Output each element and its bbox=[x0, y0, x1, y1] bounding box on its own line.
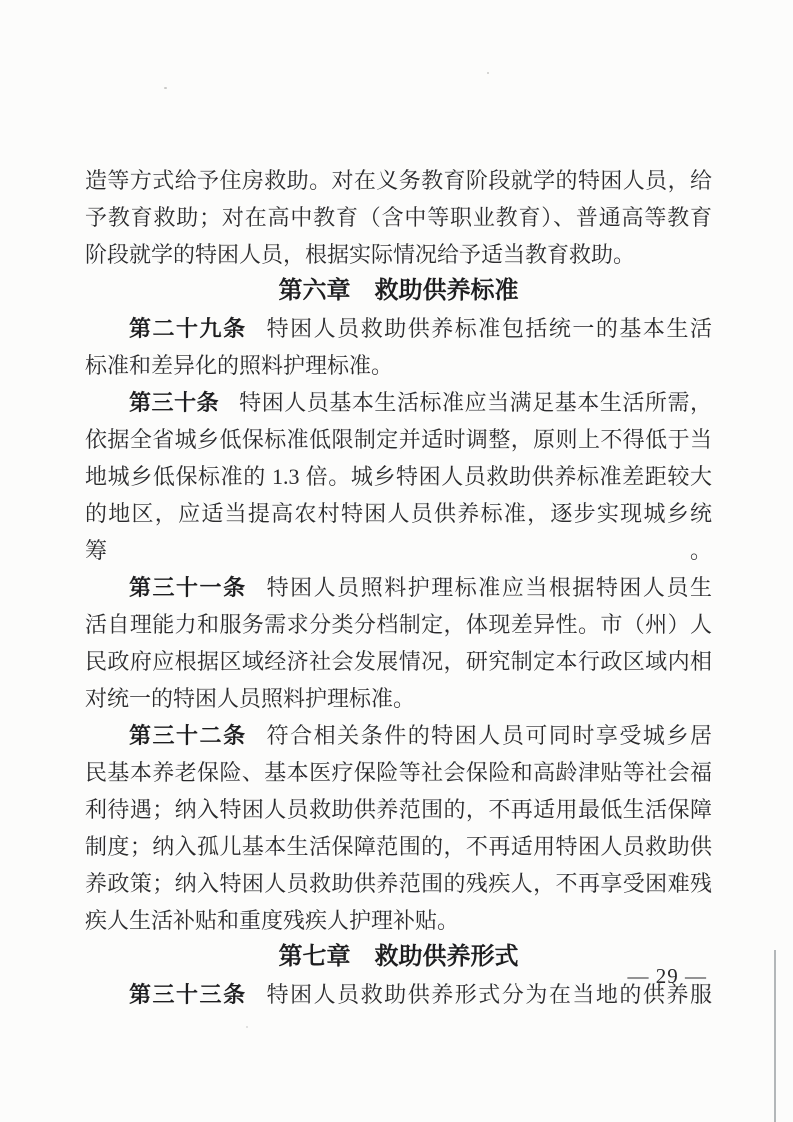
text-line: 利待遇；纳入特困人员救助供养范围的，不再适用最低生活保障 bbox=[85, 797, 712, 822]
text-line: 造等方式给予住房救助。对在义务教育阶段就学的特困人员，给 bbox=[85, 168, 712, 193]
scan-speck bbox=[164, 87, 167, 89]
article-32-line bbox=[85, 717, 712, 754]
article-number: 第三十二条 bbox=[129, 723, 247, 748]
text-line: 活自理能力和服务需求分类分档制定，体现差异性。市（州）人 bbox=[85, 612, 712, 637]
article-30-line bbox=[85, 384, 712, 421]
text-line: 阶段就学的特困人员，根据实际情况给予适当教育救助。 bbox=[85, 242, 636, 267]
article-text: 特困人员基本生活标准应当满足基本生活所需， bbox=[239, 390, 712, 415]
chapter-number: 第七章 bbox=[278, 944, 351, 970]
text-line: 民基本养老保险、基本医疗保险等社会保险和高龄津贴等社会福 bbox=[85, 760, 712, 785]
chapter-title: 救助供养标准 bbox=[374, 278, 519, 304]
text-line: 予教育救助；对在高中教育（含中等职业教育）、普通高等教育 bbox=[85, 205, 712, 230]
chapter-title: 救助供养形式 bbox=[374, 944, 519, 970]
text-line: 制度；纳入孤儿基本生活保障范围的，不再适用特困人员救助供 bbox=[85, 834, 712, 859]
text-line: 标准和差异化的照料护理标准。 bbox=[85, 353, 394, 378]
article-text: 特困人员救助供养形式分为在当地的供养服 bbox=[266, 982, 712, 1007]
article-33-line bbox=[85, 976, 712, 1013]
article-text: 特困人员救助供养标准包括统一的基本生活 bbox=[266, 316, 712, 341]
article-number: 第三十条 bbox=[129, 390, 220, 415]
document-body bbox=[85, 162, 712, 1013]
scan-speck bbox=[487, 72, 489, 74]
article-29-line bbox=[85, 310, 712, 347]
chapter-number: 第六章 bbox=[278, 278, 351, 304]
text-line: 民政府应根据区域经济社会发展情况，研究制定本行政区域内相 bbox=[85, 649, 712, 674]
scan-edge-line bbox=[774, 950, 776, 1122]
article-text: 符合相关条件的特困人员可同时享受城乡居 bbox=[266, 723, 712, 748]
text-line: 依据全省城乡低保标准低限制定并适时调整，原则上不得低于当 bbox=[85, 427, 712, 452]
text-line: 疾人生活补贴和重度残疾人护理补贴。 bbox=[85, 908, 460, 933]
page-number: — 29 — bbox=[627, 964, 707, 988]
text-line: 养政策；纳入特困人员救助供养范围的残疾人，不再享受困难残 bbox=[85, 871, 712, 896]
text-line: 对统一的特困人员照料护理标准。 bbox=[85, 686, 416, 711]
article-number: 第三十一条 bbox=[129, 575, 247, 600]
chapter-heading-7 bbox=[85, 939, 712, 976]
chapter-heading-6 bbox=[85, 273, 712, 310]
article-text: 特困人员照料护理标准应当根据特困人员生 bbox=[266, 575, 712, 600]
article-number: 第三十三条 bbox=[129, 982, 247, 1007]
scan-speck bbox=[246, 1026, 248, 1028]
text-line: 的地区，应适当提高农村特困人员供养标准，逐步实现城乡统筹。 bbox=[85, 501, 712, 563]
article-31-line bbox=[85, 569, 712, 606]
article-number: 第二十九条 bbox=[129, 316, 247, 341]
text-line: 地城乡低保标准的 1.3 倍。城乡特困人员救助供养标准差距较大 bbox=[85, 464, 712, 489]
